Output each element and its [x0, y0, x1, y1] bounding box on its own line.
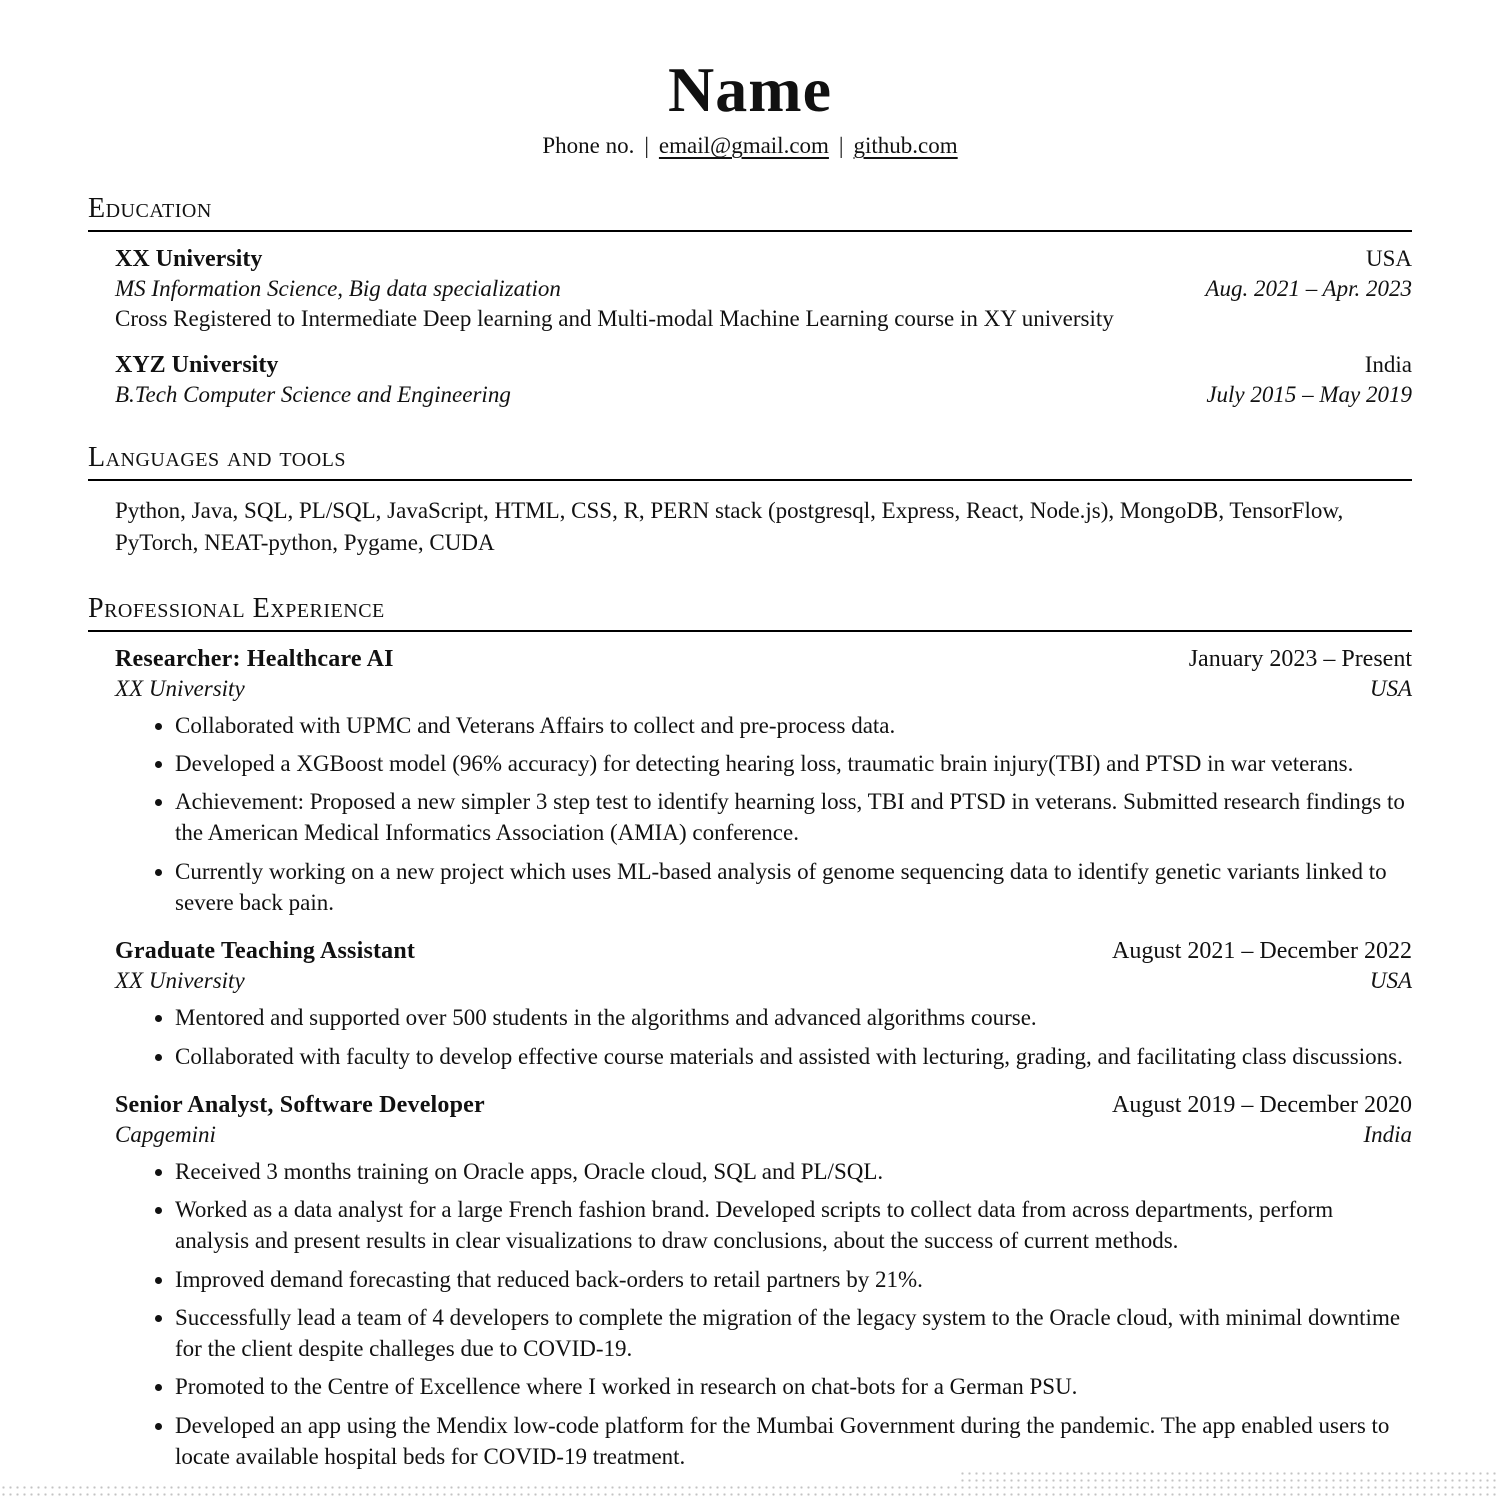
institution-name: XYZ University	[115, 352, 279, 379]
job-bullet: • Achievement: Proposed a new simpler 3 step test to identify hearning loss, TBI and PTSD in veterans. Submitted research findings to the American Medical Informatics Association (AMIA) conference.	[175, 786, 1412, 849]
experience-entry-subheader	[115, 673, 1412, 702]
education-note: Cross Registered to Intermediate Deep learning and Multi-modal Machine Learning course in XY university	[115, 306, 1114, 332]
education-entry	[115, 352, 1412, 408]
phone-text: Phone no.	[542, 133, 635, 159]
experience-entry	[115, 1092, 1412, 1472]
experience-section-title: Professional Experience	[88, 593, 1412, 632]
job-bullet-list	[115, 1002, 1412, 1072]
job-bullet: • Developed an app using the Mendix low-code platform for the Mumbai Government during the pandemic. The app enabled users to locate available hospital beds for COVID-19 treatment.	[175, 1410, 1412, 1473]
experience-entry-header	[115, 938, 1412, 965]
skills-list-text: Python, Java, SQL, PL/SQL, JavaScript, HTML, CSS, R, PERN stack (postgresql, Express, React, Node.js), MongoDB, TensorFlow, PyTorch, NEAT-python, Pygame, CUDA	[115, 498, 1344, 555]
skills-section	[88, 442, 1412, 558]
job-bullet: • Improved demand forecasting that reduced back-orders to retail partners by 21%.	[175, 1264, 1412, 1295]
contact-line	[88, 133, 1412, 159]
experience-entry-subheader	[115, 965, 1412, 994]
organization-name: XX University	[115, 968, 245, 994]
organization-name: XX University	[115, 675, 245, 701]
experience-entry	[115, 646, 1412, 919]
experience-entries	[115, 646, 1412, 1473]
institution-name: XX University	[115, 246, 263, 273]
job-bullet: • Developed a XGBoost model (96% accuracy) for detecting hearing loss, traumatic brain injury(TBI) and PTSD in war veterans.	[175, 748, 1412, 779]
education-dates: Aug. 2021 – Apr. 2023	[1205, 276, 1412, 302]
degree-name: MS Information Science, Big data specialization	[115, 276, 561, 302]
person-name: Name	[668, 54, 832, 125]
job-bullet: • Collaborated with faculty to develop effective course materials and assisted with lecturing, grading, and facilitating class discussions.	[175, 1041, 1412, 1072]
contact-separator: |	[838, 133, 844, 159]
education-entries	[115, 246, 1412, 408]
job-location: USA	[1369, 968, 1412, 994]
experience-entry-header	[115, 1092, 1412, 1119]
education-entry-header	[115, 246, 1412, 273]
job-location: India	[1363, 1121, 1412, 1147]
job-bullet: • Received 3 months training on Oracle apps, Oracle cloud, SQL and PL/SQL.	[175, 1156, 1412, 1187]
education-entry	[115, 246, 1412, 332]
job-bullet: • Collaborated with UPMC and Veterans Affairs to collect and pre-process data.	[175, 710, 1412, 741]
contact-separator: |	[644, 133, 649, 159]
job-bullet-list	[115, 1156, 1412, 1472]
degree-name: B.Tech Computer Science and Engineering	[115, 382, 511, 408]
education-section-title: Education	[88, 193, 1412, 232]
email-link[interactable]: email@gmail.com	[658, 133, 829, 159]
job-title: Researcher: Healthcare AI	[115, 645, 394, 672]
job-bullet: • Successfully lead a team of 4 developers to complete the migration of the legacy system to the Oracle cloud, with minimal downtime for the client despite challeges due to COVID-19.	[175, 1302, 1412, 1365]
education-section	[88, 193, 1412, 408]
job-bullet: • Worked as a data analyst for a large French fashion brand. Developed scripts to collect data from across departments, perform analysis and present results in clear visualizations to draw conclusions, about the success of current methods.	[175, 1194, 1412, 1257]
organization-name: Capgemini	[115, 1121, 216, 1147]
job-dates: August 2021 – December 2022	[1112, 938, 1412, 965]
education-entry-header	[115, 352, 1412, 379]
job-bullet: • Mentored and supported over 500 students in the algorithms and advanced algorithms course.	[175, 1002, 1412, 1033]
github-link[interactable]: github.com	[853, 133, 958, 159]
education-entry-subheader	[115, 379, 1412, 408]
job-dates: August 2019 – December 2020	[1112, 1091, 1412, 1118]
experience-entry	[115, 938, 1412, 1072]
education-entry-subheader	[115, 273, 1412, 302]
institution-location: India	[1364, 352, 1412, 378]
experience-section	[88, 593, 1412, 1473]
job-bullet: • Promoted to the Centre of Excellence where I worked in research on chat-bots for a German PSU.	[175, 1371, 1412, 1402]
job-bullet-list	[115, 710, 1412, 919]
education-dates: July 2015 – May 2019	[1206, 382, 1412, 408]
job-location: USA	[1369, 675, 1412, 701]
skills-section-title: Languages and tools	[88, 442, 1412, 481]
institution-location: USA	[1365, 246, 1412, 272]
experience-entry-subheader	[115, 1119, 1412, 1148]
job-title: Graduate Teaching Assistant	[115, 938, 416, 965]
skills-body	[115, 495, 1412, 558]
experience-entry-header	[115, 646, 1412, 673]
job-dates: January 2023 – Present	[1188, 645, 1412, 672]
job-bullet: • Currently working on a new project which uses ML-based analysis of genome sequencing data to identify genetic variants linked to severe back pain.	[175, 856, 1412, 919]
job-title: Senior Analyst, Software Developer	[115, 1091, 485, 1118]
